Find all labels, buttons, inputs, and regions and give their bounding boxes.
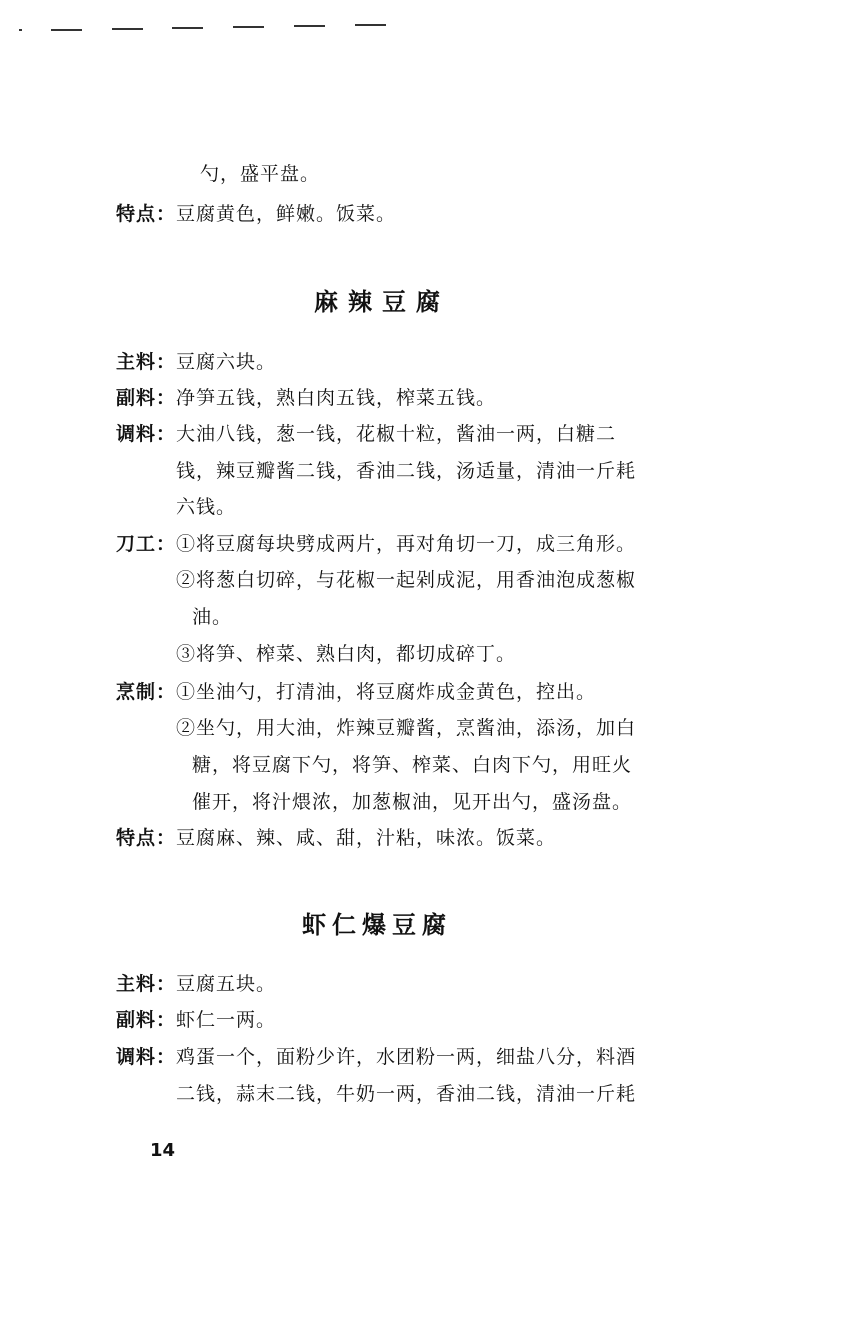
dash <box>355 24 386 26</box>
cooking <box>116 680 596 704</box>
feature-text: 豆腐麻、辣、咸、甜，汁粘，味浓。饭菜。 <box>176 827 557 849</box>
cook-line: ①坐油勺，打清油，将豆腐炸成金黄色，控出。 <box>176 681 597 703</box>
continued-feature <box>116 202 396 226</box>
seasoning <box>116 422 616 446</box>
feature <box>116 826 556 850</box>
header-rule <box>0 22 420 32</box>
dash <box>172 27 203 29</box>
main-label: 主料： <box>116 973 177 995</box>
aux-text: 净笋五钱，熟白肉五钱，榨菜五钱。 <box>176 387 497 409</box>
season-label: 调料： <box>116 423 177 445</box>
season-line: 鸡蛋一个，面粉少许，水团粉一两，细盐八分，料酒 <box>176 1046 637 1068</box>
feature-label: 特点： <box>116 827 177 849</box>
dot-mark <box>19 29 22 31</box>
main-text: 豆腐六块。 <box>176 351 277 373</box>
season-line: 六钱。 <box>176 496 237 518</box>
aux-label: 副料： <box>116 387 177 409</box>
cook-label: 烹制： <box>116 681 177 703</box>
season-line: 钱，辣豆瓣酱二钱，香油二钱，汤适量，清油一斤耗 <box>176 460 637 482</box>
knife-line: ①将豆腐每块劈成两片，再对角切一刀，成三角形。 <box>176 533 637 555</box>
main-text: 豆腐五块。 <box>176 973 277 995</box>
cook-line: 催开，将汁煨浓，加葱椒油，见开出勺，盛汤盘。 <box>192 791 633 813</box>
dash <box>112 28 143 30</box>
seasoning <box>116 1045 636 1069</box>
knife-work <box>116 532 636 556</box>
feature-text: 豆腐黄色，鲜嫩。饭菜。 <box>176 203 397 225</box>
aux-text: 虾仁一两。 <box>176 1009 277 1031</box>
dash <box>233 26 264 28</box>
recipe-title: 麻辣豆腐 <box>314 288 450 316</box>
main-ingredient <box>116 350 276 374</box>
aux-ingredient <box>116 386 496 410</box>
knife-line: ③将笋、榨菜、熟白肉，都切成碎丁。 <box>176 643 517 665</box>
main-ingredient <box>116 972 276 996</box>
season-line: 二钱，蒜末二钱，牛奶一两，香油二钱，清油一斤耗 <box>176 1083 637 1105</box>
knife-line: 油。 <box>192 606 233 628</box>
knife-line: ②将葱白切碎，与花椒一起剁成泥，用香油泡成葱椒 <box>176 569 637 591</box>
dash <box>294 25 325 27</box>
cook-line: 糖，将豆腐下勺，将笋、榨菜、白肉下勺，用旺火 <box>192 754 633 776</box>
aux-label: 副料： <box>116 1009 177 1031</box>
feature-label: 特点： <box>116 203 177 225</box>
knife-label: 刀工： <box>116 533 177 555</box>
dash <box>51 29 82 31</box>
cook-line: ②坐勺，用大油，炸辣豆瓣酱，烹酱油，添汤，加白 <box>176 717 637 739</box>
season-label: 调料： <box>116 1046 177 1068</box>
page-number: 14 <box>150 1140 176 1161</box>
main-label: 主料： <box>116 351 177 373</box>
continued-line: 勺，盛平盘。 <box>200 163 321 185</box>
recipe-title: 虾仁爆豆腐 <box>302 911 452 939</box>
season-line: 大油八钱，葱一钱，花椒十粒，酱油一两，白糖二 <box>176 423 617 445</box>
aux-ingredient <box>116 1008 276 1032</box>
